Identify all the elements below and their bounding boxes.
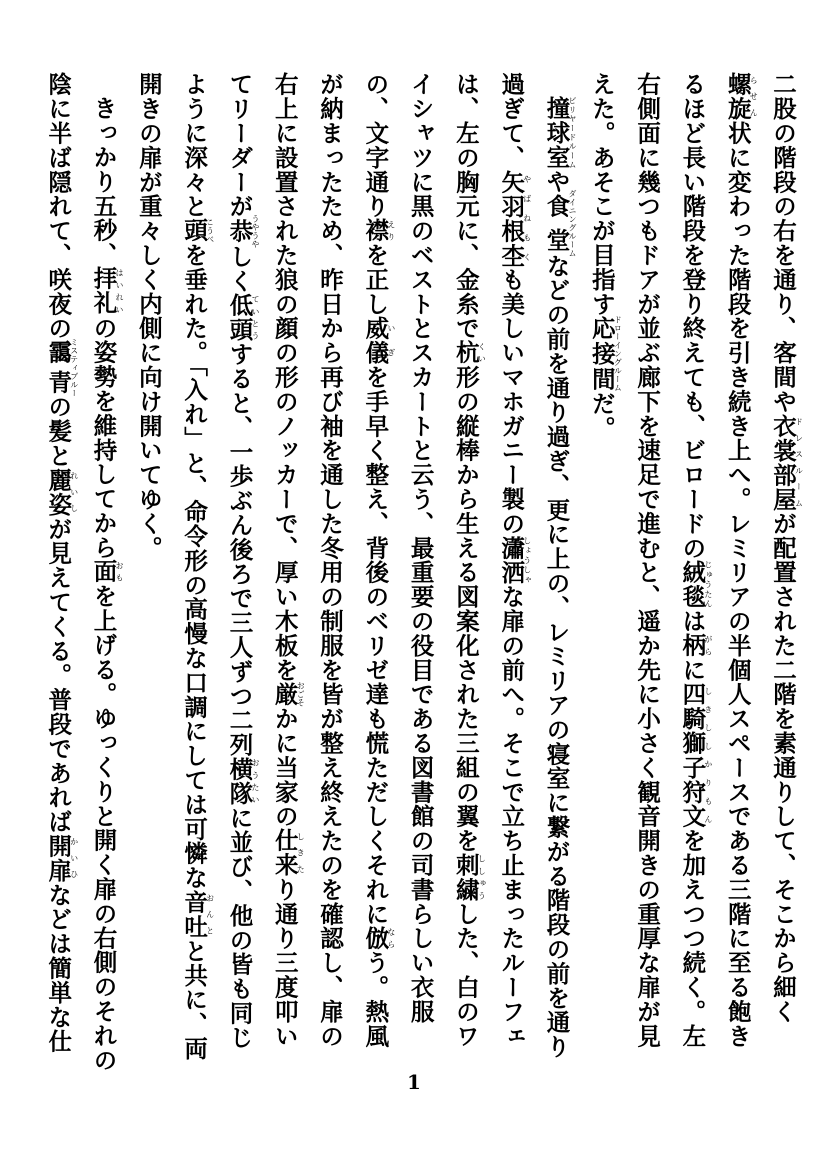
ruby-reading: おうたい (250, 756, 260, 806)
ruby-word: 開扉かいひ (44, 833, 79, 883)
ruby-reading: しょうしゃ (522, 535, 532, 585)
text-run: は (678, 608, 707, 634)
text-run: した、白のワイシャツに黒のベストとスカートと云う、最重要の役目である図書館の司書らしい衣服の、文字通り (361, 72, 480, 1049)
ruby-reading: しきししかりもん (703, 682, 713, 829)
text-run: が見えてくる。普段であれば (44, 516, 73, 834)
ruby-word: 麗姿れいし (44, 467, 79, 517)
ruby-word: 拝礼はいれい (89, 266, 125, 316)
ruby-reading: なら (386, 926, 396, 951)
ruby-word: 応接間ドローイングルーム (587, 315, 623, 392)
text-run: を正し (361, 242, 390, 317)
ruby-reading: うやうや (250, 214, 260, 249)
body-text (35, 72, 805, 1072)
ruby-reading: ミスティブルー (69, 337, 79, 398)
ruby-word: 仕来しきた (270, 828, 306, 878)
ruby-reading: いぎ (386, 316, 396, 365)
ruby-word: 横隊おうたい (225, 756, 260, 806)
paragraph (579, 72, 805, 1072)
ruby-reading: おんと (205, 889, 215, 939)
text-run: 二股の階段の右を通り、客間や (769, 72, 797, 414)
ruby-reading: くい (477, 340, 487, 365)
text-run: や (542, 168, 571, 194)
ruby-word: 衣裳部屋ドレスルーム (769, 413, 804, 512)
ruby-reading: しきた (296, 828, 306, 878)
text-run: を垂れた。「入れ」と、命令形の高慢な口調にしては可憐な (180, 242, 209, 890)
text-run: などは簡単な仕 (44, 882, 73, 1054)
text-run: と共に、両開きの扉が重々しく内側に向け開いてゆく。 (134, 72, 209, 1061)
ruby-reading: こうべ (205, 217, 215, 244)
ruby-word: 刺繍ししゅう (451, 852, 487, 902)
ruby-reading: はいれい (115, 266, 125, 316)
ruby-word: 威儀いぎ (361, 316, 396, 365)
ruby-reading: じゅうたん (703, 560, 713, 609)
ruby-word: 瀟洒しょうしゃ (497, 535, 532, 585)
text-run: が配置された二階を素通りして、そこから細く (769, 511, 797, 1024)
ruby-word: 柄がら (678, 633, 713, 658)
ruby-word: 食堂ダイニングルーム (542, 189, 578, 258)
text-run: を上げる。ゆっくりと開く扉の右側のそれの陰に半ば隠れて、咲夜の (44, 72, 118, 1072)
text-run: かに当家の (270, 706, 299, 829)
ruby-word: 襟えり (361, 218, 396, 243)
text-run: きっかり五秒、 (89, 95, 118, 267)
text-run: だ。 (587, 391, 616, 441)
ruby-reading: ダイニングルーム (568, 189, 578, 258)
text-run: の髪と (44, 394, 73, 468)
text-run: すると、一歩ぶん後ろで三人ずつ二列 (225, 342, 254, 757)
ruby-reading: えり (386, 218, 396, 243)
ruby-reading: ビリヤードルーム (568, 95, 578, 169)
ruby-word: 絨毯じゅうたん (678, 560, 713, 609)
ruby-word: 杭くい (451, 340, 487, 365)
ruby-word: 倣なら (361, 926, 396, 951)
ruby-word: 低頭ていとう (225, 293, 260, 343)
paragraph (126, 72, 579, 1072)
ruby-reading: おも (115, 559, 125, 584)
ruby-word: 恭うやうや (225, 214, 260, 249)
ruby-reading: やばねもく (522, 169, 532, 268)
ruby-word: 音吐おんと (180, 889, 215, 939)
text-run: な扉の前へ。そこで立ち止まったルーフェは、左の胸元に、金糸で (451, 72, 526, 1049)
text-run: などの前を通り過ぎ、更に上の、レミリアの寝室に繋がる階段の前を通り過ぎて、 (497, 72, 571, 1059)
text-run: う。熱風が納まったため、昨日から再び袖を通した冬用の制服を皆が整え終えたのを確認し、扉の右上に設置された狼の顔の形のノッカーで、厚い木板を (270, 72, 390, 1049)
ruby-reading: らせん (749, 72, 759, 121)
text-run: を加えつつ続く。左右側面に幾つもドアが並ぶ廊下を速足で進むと、遥か先に小さく観音開きの重厚な扉が見えた。あそこが目指す (587, 72, 707, 1049)
text-run: に (678, 657, 707, 683)
ruby-word: 面おも (89, 559, 125, 584)
ruby-reading: ししゅう (477, 852, 487, 902)
text-run: り通り三度叩いてリーダーが (225, 72, 299, 1049)
ruby-word: 螺旋らせん (723, 72, 759, 121)
paragraph (35, 72, 126, 1072)
text-run: を手早く整え、背後のベリゼ達も慌ただしくそれに (361, 364, 390, 927)
page-number: 1 (407, 1070, 421, 1094)
ruby-reading: かいひ (69, 833, 79, 883)
ruby-word: 矢羽根杢やばねもく (497, 169, 532, 268)
ruby-reading: れいし (69, 467, 79, 517)
text-run: 状に変わった階段を引き続き上へ。レミリアの半個人スペースである三階に至る飽きるほど長い階段を登り終えても、ビロードの (678, 72, 752, 1049)
ruby-reading: ドレスルーム (794, 413, 804, 512)
ruby-reading: ドローイングルーム (613, 315, 623, 392)
ruby-word: 靄青ミスティブルー (44, 337, 79, 398)
ruby-word: 厳おごそ (270, 681, 306, 707)
text-run: に並び、他の皆も同じように深々と (180, 72, 254, 1050)
text-run: 形の縦棒から生える図案化された三組の翼を (451, 364, 480, 853)
ruby-word: 四騎獅子狩文しきししかりもん (678, 682, 713, 829)
ruby-word: 頭こうべ (180, 217, 215, 244)
ruby-reading: がら (703, 633, 713, 658)
text-run: も美しいマホガニー製の (497, 267, 526, 536)
text-run: しく (225, 244, 254, 294)
ruby-reading: ていとう (250, 293, 260, 343)
ruby-reading: おごそ (296, 681, 306, 707)
ruby-word: 撞球室ビリヤードルーム (542, 95, 578, 169)
text-run: の姿勢を維持してから (89, 315, 118, 560)
